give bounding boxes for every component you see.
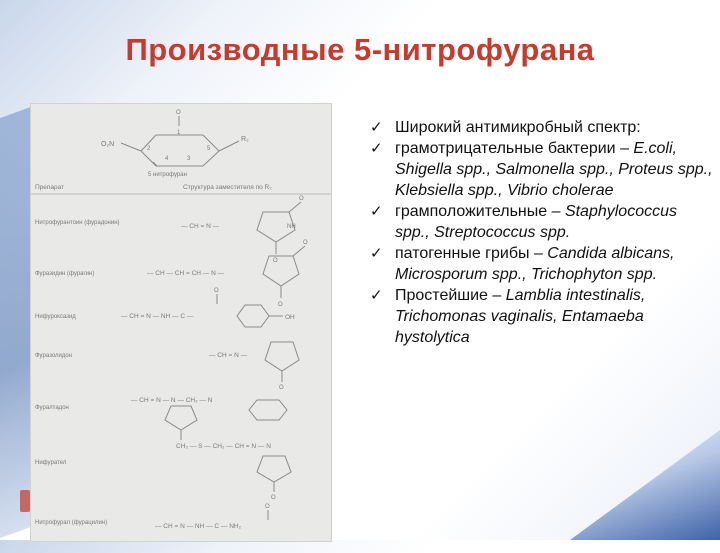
svg-text:O: O — [279, 385, 284, 391]
bullet-text: Простейшие – — [395, 287, 506, 304]
ring-num-1: 1 — [177, 130, 181, 136]
red-accent — [20, 490, 30, 512]
svg-text:O: O — [273, 258, 278, 264]
checkmark-icon: ✓ — [370, 287, 383, 304]
ring-num-2: 2 — [147, 146, 151, 152]
drug-chain-6: CH₃ — S — CH₂ — CH = N — N — [176, 443, 271, 450]
bullet-text: грамположительные – — [395, 203, 565, 220]
bullet-species: Lamblia intestinalis, Trichomonas vaginalis, Entamaeba hystolytica — [395, 287, 646, 346]
svg-text:NH: NH — [287, 224, 296, 230]
carbonyl-mark — [265, 504, 270, 520]
bullet-species: Candida albicans, Microsporum spp., Trichophyton spp. — [395, 245, 675, 283]
svg-text:O: O — [214, 288, 219, 294]
bullet-list — [370, 117, 715, 348]
bullet-item-gram-positive — [370, 201, 715, 243]
bullet-item-gram-negative — [370, 138, 715, 201]
svg-text:O: O — [278, 302, 283, 308]
slide-title: Производные 5-нитрофурана — [125, 32, 595, 67]
bullet-species: E.coli, Shigella spp., Salmonella spp., Proteus spp., Klebsiella spp., Vibrio cholerae — [395, 140, 713, 199]
ring-num-4: 4 — [165, 156, 169, 162]
drug-name-7: Нитрофурал (фурацилин) — [35, 520, 108, 526]
drug-chain-3: — CH = N — NH — C — — [121, 313, 194, 320]
ring-num-5: 5 — [207, 146, 211, 152]
drug-name-6: Нифурател — [35, 460, 67, 466]
svg-text:O: O — [271, 495, 276, 501]
ring-left-group: O₂N — [101, 141, 115, 148]
svg-text:O: O — [299, 196, 304, 202]
checkmark-icon: ✓ — [370, 119, 383, 136]
svg-text:OH: OH — [285, 314, 295, 321]
svg-text:O: O — [303, 240, 308, 246]
benzene-ring — [214, 288, 295, 327]
oxazolidone-ring-1 — [265, 342, 299, 391]
nitrofuran-ring — [101, 110, 249, 178]
bullet-text: Широкий антимикробный спектр: — [395, 119, 641, 136]
drug-chain-7: — CH = N — NH — C — NH₂ — [155, 523, 242, 530]
bullet-item-protozoa — [370, 285, 715, 348]
bullet-item-spectrum — [370, 117, 715, 138]
oxazolidone-ring-2 — [257, 456, 291, 501]
bullet-text: патогенные грибы – — [395, 245, 548, 262]
col-header-drug: Препарат — [35, 184, 65, 191]
ring-o-label: O — [176, 110, 181, 116]
checkmark-icon: ✓ — [370, 245, 383, 262]
bullet-item-fungi — [370, 243, 715, 285]
furaltadone-rings — [165, 400, 287, 440]
structure-figure — [30, 103, 332, 542]
drug-name-2: Фуразидин (фурагин) — [35, 271, 95, 277]
svg-text:O: O — [265, 504, 270, 510]
drug-chain-4: — CH = N — — [209, 352, 248, 359]
bullet-text: грамотрицательные бактерии – — [395, 140, 634, 157]
drug-name-1: Нитрофурантоин (фурадонин) — [35, 220, 120, 226]
ring-caption: 5 нитрофуран — [148, 172, 187, 178]
drug-name-3: Нифуроксазид — [35, 314, 76, 320]
corner-decoration — [570, 430, 720, 540]
drug-name-5: Фуралтадон — [35, 405, 69, 411]
hydantoin-ring-2 — [263, 240, 308, 308]
left-decoration — [0, 107, 30, 552]
drug-chain-1: — CH = N — — [181, 223, 220, 230]
hydantoin-ring-1 — [257, 196, 304, 264]
drug-name-4: Фуразолидон — [35, 353, 72, 359]
checkmark-icon: ✓ — [370, 203, 383, 220]
col-header-structure: Структура заместителя по R₂ — [183, 184, 272, 191]
drug-chain-5: — CH = N — N — CH₂ — N — [131, 397, 213, 404]
drug-chain-2: — CH — CH = CH — N — — [147, 270, 225, 277]
checkmark-icon: ✓ — [370, 140, 383, 157]
bullet-species: Staphylococcus spp., Streptococcus spp. — [395, 203, 677, 241]
ring-num-3: 3 — [187, 156, 191, 162]
ring-right-group: R₂ — [241, 136, 249, 143]
